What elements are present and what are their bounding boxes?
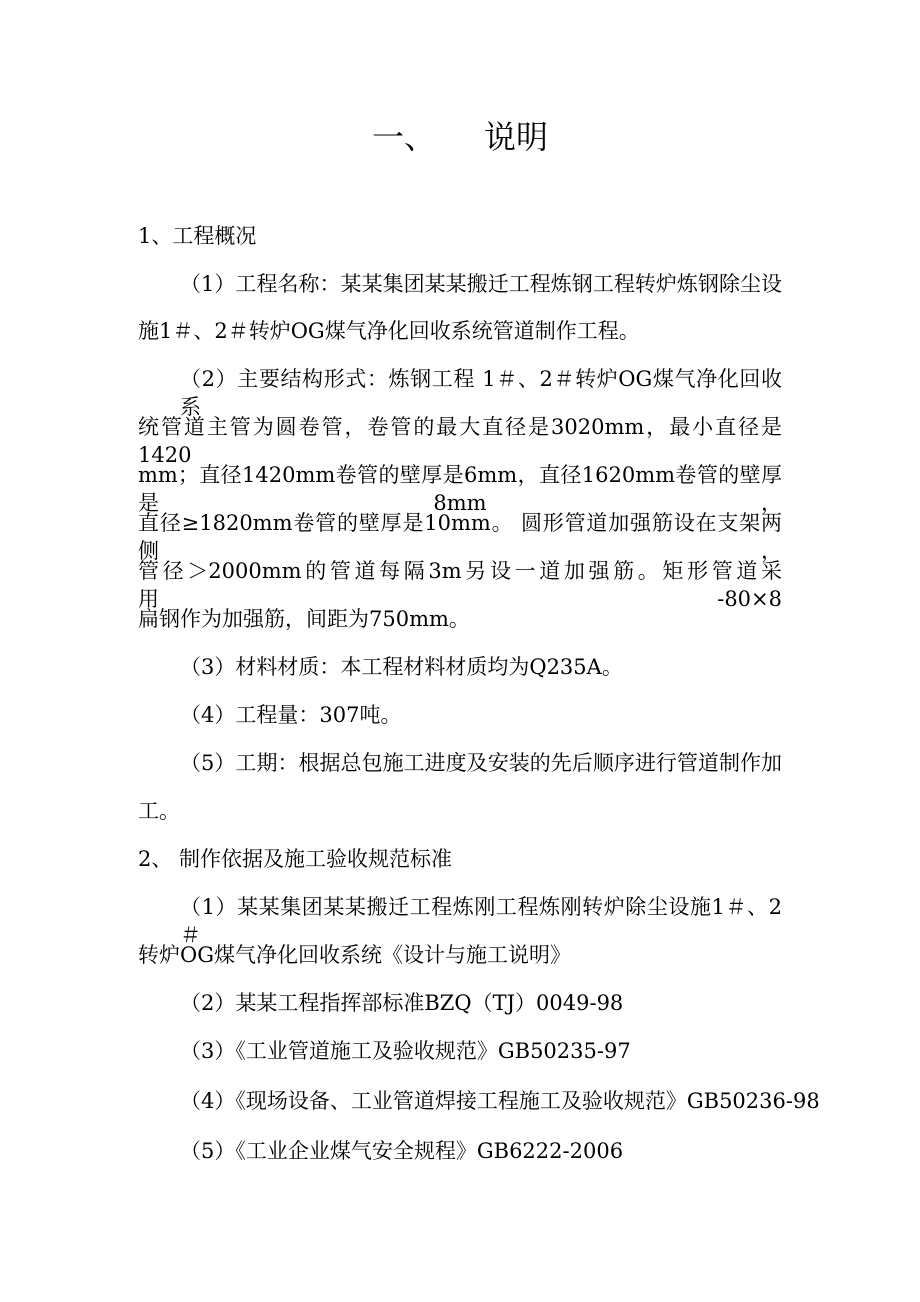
paragraph-line: 扁钢作为加强筋，间距为750mm。 (138, 607, 470, 631)
paragraph-line: 转炉OG煤气净化回收系统《设计与施工说明》 (138, 943, 571, 967)
paragraph-line: 管径＞2000mm的管道每隔3m另设一道加强筋。矩形管道采用-80×8 (138, 559, 782, 611)
heading-project-overview: 1、工程概况 (138, 224, 257, 248)
paragraph-line: 统管道主管为圆卷管，卷管的最大直径是3020mm，最小直径是1420 (138, 415, 782, 467)
paragraph-line: mm；直径1420mm卷管的壁厚是6mm，直径1620mm卷管的壁厚是8mm， (138, 463, 782, 515)
paragraph-line: （5）工期：根据总包施工进度及安装的先后顺序进行管道制作加 (180, 751, 782, 775)
paragraph-line: （1）某某集团某某搬迁工程炼刚工程炼刚转炉除尘设施1＃、2＃ (180, 895, 782, 947)
paragraph-line: （2）主要结构形式：炼钢工程 1＃、2＃转炉OG煤气净化回收系 (180, 367, 782, 419)
paragraph-line: （3）材料材质：本工程材料材质均为Q235A。 (180, 655, 623, 679)
paragraph-line: 直径≥1820mm卷管的壁厚是10mm。 圆形管道加强筋设在支架两侧， (138, 511, 782, 563)
heading-standards: 2、 制作依据及施工验收规范标准 (138, 847, 453, 871)
paragraph-line: （4）《现场设备、工业管道焊接工程施工及验收规范》GB50236-98 (180, 1089, 820, 1113)
section-number: 一、 (371, 118, 436, 156)
paragraph-line: （2）某某工程指挥部标准BZQ（TJ）0049-98 (180, 991, 624, 1015)
paragraph-line: （1）工程名称：某某集团某某搬迁工程炼钢工程转炉炼钢除尘设 (180, 272, 782, 296)
paragraph-line: 施1＃、2＃转炉OG煤气净化回收系统管道制作工程。 (138, 319, 640, 343)
paragraph-line: 工。 (138, 799, 180, 823)
page-title (0, 114, 920, 160)
paragraph-line: （3）《工业管道施工及验收规范》GB50235-97 (180, 1039, 631, 1063)
paragraph-line: （5）《工业企业煤气安全规程》GB6222-2006 (180, 1139, 624, 1163)
section-title: 说明 (484, 118, 549, 156)
paragraph-line: （4）工程量：307吨。 (180, 703, 402, 727)
